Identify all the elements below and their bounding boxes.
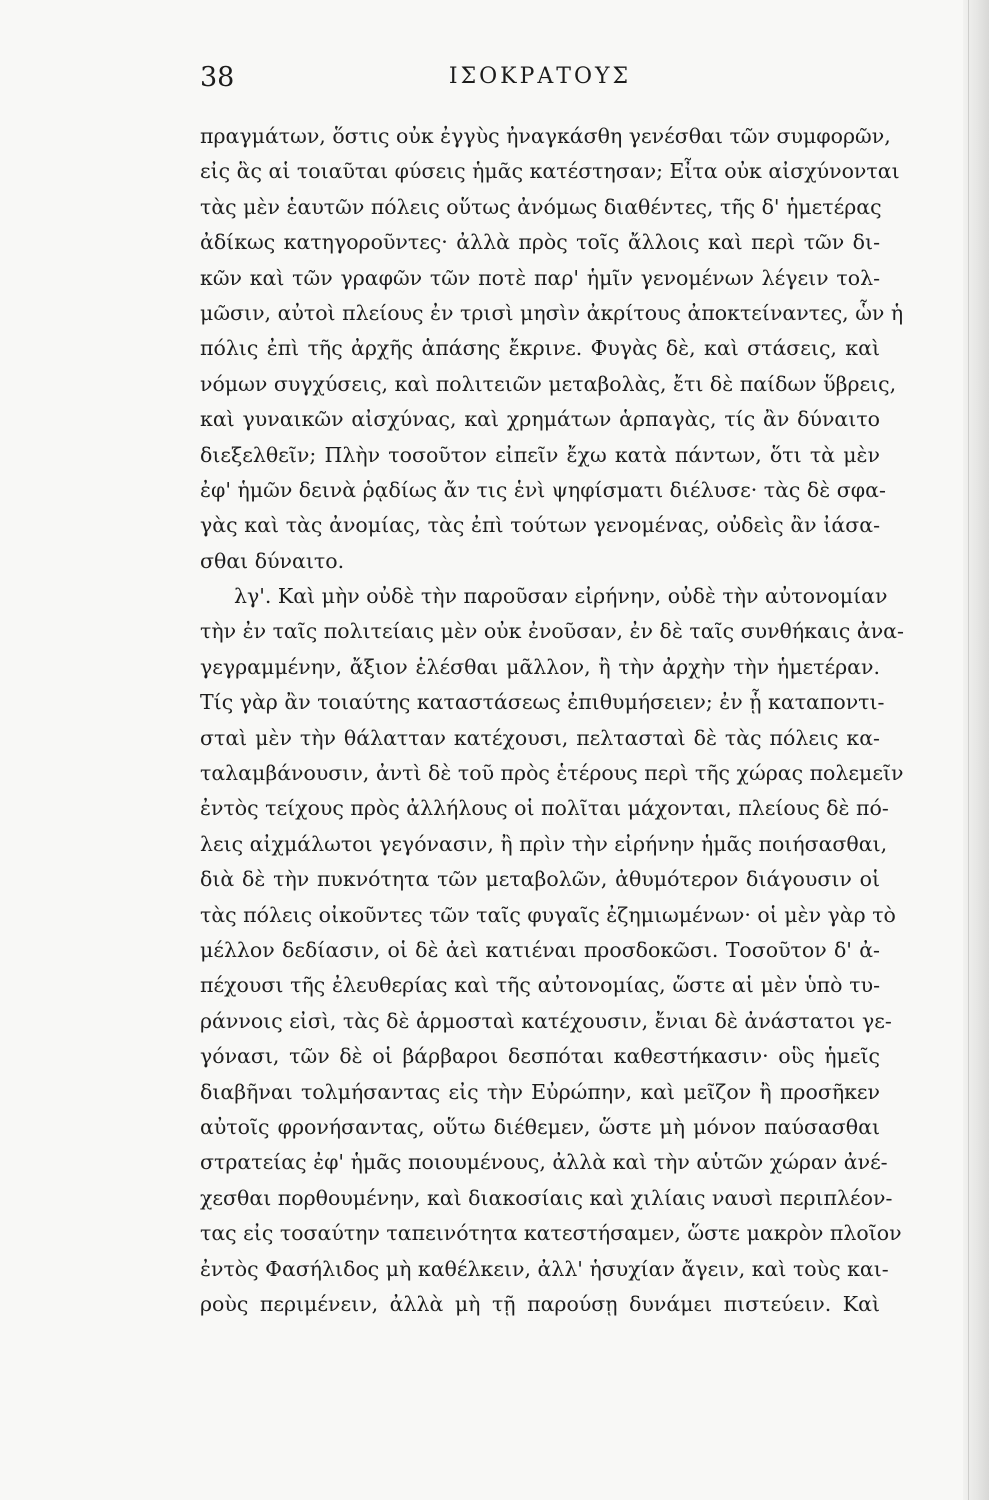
text-line: πέχουσι τῆς ἐλευθερίας καὶ τῆς αὐτονομίας, ὥστε αἱ μὲν ὑπὸ τυ- xyxy=(200,973,880,998)
text-line: στρατείας ἐφ' ἡμᾶς ποιουμένους, ἀλλὰ καὶ τὴν αὑτῶν χώραν ἀνέ- xyxy=(200,1150,888,1175)
text-line: εἰς ἃς αἱ τοιαῦται φύσεις ἡμᾶς κατέστησαν; Εἶτα οὐκ αἰσχύνονται xyxy=(200,159,900,184)
text-line: νόμων συγχύσεις, καὶ πολιτειῶν μεταβολὰς, ἔτι δὲ παίδων ὕβρεις, xyxy=(200,371,897,396)
page-number: 38 xyxy=(200,62,235,93)
text-line: λεις αἰχμάλωτοι γεγόνασιν, ἢ πρὶν τὴν εἰρήνην ἡμᾶς ποιήσασθαι, xyxy=(200,831,888,856)
text-line: σθαι δύναιτο. xyxy=(200,548,345,573)
text-line: τὴν ἐν ταῖς πολιτείαις μὲν οὐκ ἐνοῦσαν, ἐν δὲ ταῖς συνθήκαις ἀνα- xyxy=(200,619,904,644)
text-line: σταὶ μὲν τὴν θάλατταν κατέχουσι, πελτασταὶ δὲ τὰς πόλεις κα- xyxy=(200,725,880,750)
text-line: καὶ γυναικῶν αἰσχύνας, καὶ χρημάτων ἁρπαγὰς, τίς ἂν δύναιτο xyxy=(200,407,880,432)
running-head: ΙΣΟΚΡΑΤΟΥΣ xyxy=(448,64,632,89)
text-line: γὰς καὶ τὰς ἀνομίας, τὰς ἐπὶ τούτων γενομένας, οὐδεὶς ἂν ἰάσα- xyxy=(200,513,880,538)
text-line: πόλις ἐπὶ τῆς ἀρχῆς ἁπάσης ἔκρινε. Φυγὰς δὲ, καὶ στάσεις, καὶ xyxy=(200,336,880,361)
text-line: χεσθαι πορθουμένην, καὶ διακοσίαις καὶ χιλίαις ναυσὶ περιπλέον- xyxy=(200,1185,893,1210)
text-line: ἐφ' ἡμῶν δεινὰ ῥᾳδίως ἄν τις ἑνὶ ψηφίσματι διέλυσε· τὰς δὲ σφα- xyxy=(200,477,886,502)
text-line: διαβῆναι τολμήσαντας εἰς τὴν Εὐρώπην, καὶ μεῖζον ἢ προσῆκεν xyxy=(200,1079,880,1104)
section-start-line: λγ'. Καὶ μὴν οὐδὲ τὴν παροῦσαν εἰρήνην, οὐδὲ τὴν αὐτονομίαν xyxy=(234,584,888,609)
text-line: τὰς πόλεις οἰκοῦντες τῶν ταῖς φυγαῖς ἐζημιωμένων· οἱ μὲν γὰρ τὸ xyxy=(200,902,896,927)
text-line: διὰ δὲ τὴν πυκνότητα τῶν μεταβολῶν, ἀθυμότερον διάγουσιν οἱ xyxy=(200,867,880,892)
text-line: τας εἰς τοσαύτην ταπεινότητα κατεστήσαμεν, ὥστε μακρὸν πλοῖον xyxy=(200,1221,902,1246)
text-line: μέλλον δεδίασιν, οἱ δὲ ἀεὶ κατιέναι προσδοκῶσι. Τοσοῦτον δ' ἀ- xyxy=(200,937,880,962)
body-text xyxy=(200,119,904,1322)
text-line: αὐτοῖς φρονήσαντας, οὕτω διέθεμεν, ὥστε μὴ μόνον παύσασθαι xyxy=(200,1114,880,1139)
text-line: κῶν καὶ τῶν γραφῶν τῶν ποτὲ παρ' ἡμῖν γενομένων λέγειν τολ- xyxy=(200,265,880,290)
text-line: ἐντὸς τείχους πρὸς ἀλλήλους οἱ πολῖται μάχονται, πλείους δὲ πό- xyxy=(200,796,889,821)
text-line: ροὺς περιμένειν, ἀλλὰ μὴ τῇ παρούσῃ δυνάμει πιστεύειν. Καὶ xyxy=(200,1291,880,1316)
text-line: ταλαμβάνουσιν, ἀντὶ δὲ τοῦ πρὸς ἑτέρους περὶ τῆς χώρας πολεμεῖν xyxy=(200,761,904,786)
text-line: διεξελθεῖν; Πλὴν τοσοῦτον εἰπεῖν ἔχω κατὰ πάντων, ὅτι τὰ μὲν xyxy=(200,442,880,467)
text-line: ράννοις εἰσὶ, τὰς δὲ ἁρμοσταὶ κατέχουσιν, ἔνιαι δὲ ἀνάστατοι γε- xyxy=(200,1008,892,1033)
page-edge-shadow xyxy=(963,0,989,1500)
text-line: ἐντὸς Φασήλιδος μὴ καθέλκειν, ἀλλ' ἡσυχίαν ἄγειν, καὶ τοὺς και- xyxy=(200,1256,889,1281)
text-line: γεγραμμένην, ἄξιον ἑλέσθαι μᾶλλον, ἢ τὴν ἀρχὴν τὴν ἡμετέραν. xyxy=(200,654,880,679)
text-line: Τίς γὰρ ἂν τοιαύτης καταστάσεως ἐπιθυμήσειεν; ἐν ᾗ καταποντι- xyxy=(200,690,885,715)
page-header xyxy=(200,62,880,102)
page-edge-line xyxy=(968,0,969,1500)
text-line: τὰς μὲν ἑαυτῶν πόλεις οὕτως ἀνόμως διαθέντες, τῆς δ' ἡμετέρας xyxy=(200,194,882,219)
text-line: μῶσιν, αὐτοὶ πλείους ἐν τρισὶ μησὶν ἀκρίτους ἀποκτείναντες, ὧν ἡ xyxy=(200,300,904,325)
text-line: ἀδίκως κατηγοροῦντες· ἀλλὰ πρὸς τοῖς ἄλλοις καὶ περὶ τῶν δι- xyxy=(200,230,880,255)
text-line: πραγμάτων, ὅστις οὐκ ἐγγὺς ἠναγκάσθη γενέσθαι τῶν συμφορῶν, xyxy=(200,124,891,148)
text-line: γόνασι, τῶν δὲ οἱ βάρβαροι δεσπόται καθεστήκασιν· οὓς ἡμεῖς xyxy=(200,1044,880,1069)
